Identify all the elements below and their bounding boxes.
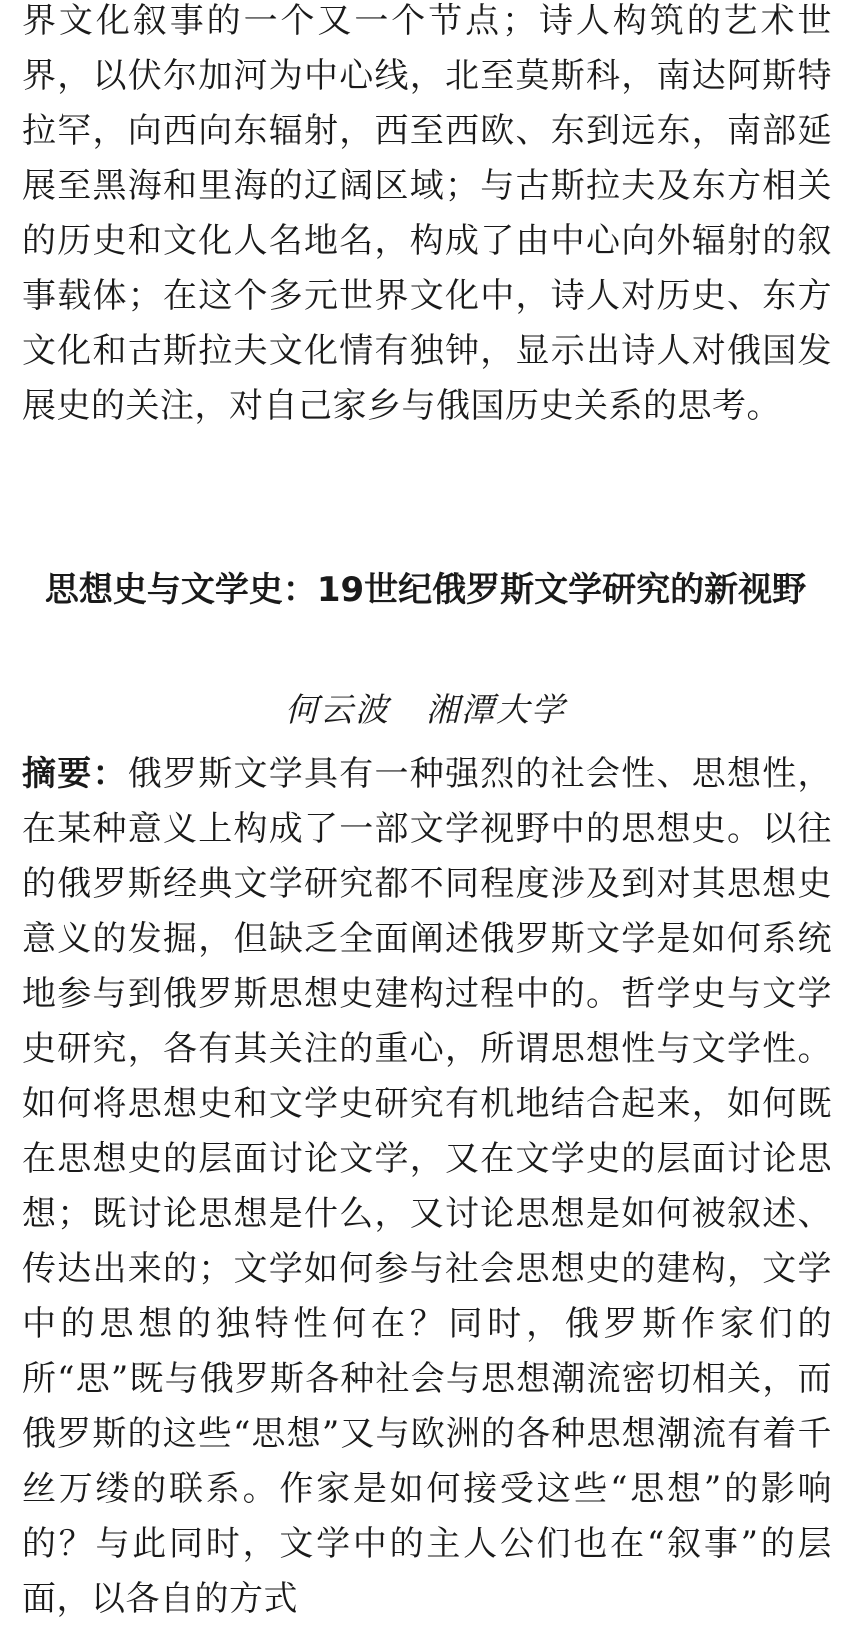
intro-paragraph: 界文化叙事的一个又一个节点；诗人构筑的艺术世界，以伏尔加河为中心线，北至莫斯科，南达阿斯特拉罕，向西向东辐射，西至西欧、东到远东，南部延展至黑海和里海的辽阔区域；与古斯拉夫及东方相关的历史和文化人名地名，构成了由中心向外辐射的叙事载体；在这个多元世界文化中，诗人对历史、东方文化和古斯拉夫文化情有独钟，显示出诗人对俄国发展史的关注，对自己家乡与俄国历史关系的思考。 [22, 1, 832, 426]
article-title: 思想史与文学史：19世纪俄罗斯文学研究的新视野 [44, 570, 807, 610]
abstract-text: 俄罗斯文学具有一种强烈的社会性、思想性，在某种意义上构成了一部文学视野中的思想史。以往的俄罗斯经典文学研究都不同程度涉及到对其思想史意义的发掘，但缺乏全面阐述俄罗斯文学是如何系统地参与到俄罗斯思想史建构过程中的。哲学史与文学史研究，各有其关注的重心，所谓思想性与文学性。如何将思想史和文学史研究有机地结合起来，如何既在思想史的层面讨论文学，又在文学史的层面讨论思想；既讨论思想是什么，又讨论思想是如何被叙述、传达出来的；文学如何参与社会思想史的建构，文学中的思想的独特性何在？同时，俄罗斯作家们的所“思”既与俄罗斯各种社会与思想潮流密切相关，而俄罗斯的这些“思想”又与欧洲的各种思想潮流有着千丝万缕的联系。作家是如何接受这些“思想”的影响的？与此同时，文学中的主人公们也在“叙事”的层面，以各自的方式 [22, 754, 832, 1619]
author-affiliation: 湘潭大学 [426, 690, 566, 729]
abstract-label: 摘要： [22, 754, 128, 794]
abstract-paragraph [22, 747, 832, 1627]
author-line [0, 682, 851, 737]
author-name: 何云波 [285, 690, 390, 729]
